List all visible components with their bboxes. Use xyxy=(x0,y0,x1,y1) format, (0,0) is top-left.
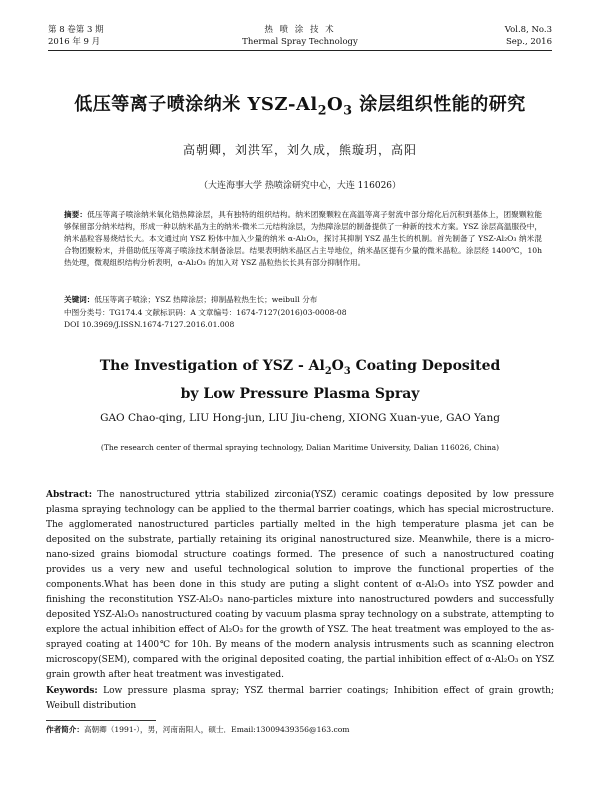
header-date-en: Sep., 2016 xyxy=(505,37,552,47)
abstract-cn-label: 摘要： xyxy=(64,210,88,219)
abstract-cn-text: 低压等离子喷涂纳米氧化锆热障涂层，具有独特的组织结构。纳米团聚颗粒在高温等离子射流中部分熔化后沉积到基体上，团聚颗粒能够保留部分纳米结构，形成一种以纳米晶为主的纳米-微米二元结构涂层，为热障涂层的制备提供了一种新的技术方案。YSZ 涂层高温服役中，纳米晶粒容易烧结长大。本文通过向 YSZ 粉体中加入少量的纳米 α-Al₂O₃，探讨其抑制 YSZ 晶生长的机制。首先制备了 YSZ-Al₂O₃ 纳米混合物团聚粉末，并借助低压等离子喷涂技术制备涂层。结果表明纳米晶区占主导地位，纳米晶区提有少量的微米晶粒。涂层经 1400℃，10h 热处理，微观组织结构分析表明，α-Al₂O₃ 的加入对 YSZ 晶粒热长长具有部分抑制作用。 xyxy=(64,210,542,267)
title-en-line1 xyxy=(0,355,600,383)
authors-chinese: 高朝卿，刘洪军，刘久成，熊璇玥，高阳 xyxy=(182,143,417,157)
keywords-en-label: Keywords: xyxy=(46,686,98,696)
header-rule xyxy=(48,50,552,51)
abstract-en-label: Abstract: xyxy=(46,490,93,500)
affiliation-chinese: （大连海事大学 热喷涂研究中心，大连 116026） xyxy=(198,181,402,191)
title-en-part3: Coating Deposited xyxy=(350,358,501,374)
header-journal-cn: 热 喷 涂 技 术 xyxy=(264,25,336,35)
footnote-label: 作者简介： xyxy=(46,725,84,734)
abstract-chinese xyxy=(64,209,542,269)
title-en-part2: O xyxy=(331,358,344,374)
keywords-english xyxy=(46,684,554,714)
title-chinese xyxy=(20,90,580,118)
abstract-en-text: The nanostructured yttria stabilized zirconia(YSZ) ceramic coatings deposited by low pressure plasma spraying technology can be applied to the thermal barrier coatings, which has special microstructure. The agglomerated nanostructured particles partially melted in the high temperature plasma jet can be deposited on the substrate, partially retaining its original nanostructured size. Meanwhile, there is a micro-nano-sized grains biomodal structure coatings formed. The presence of such a nanostructured coating provides us a very new and useful technological solution to improve the functional properties of the components.What has been done in this study are puting a slight content of α-Al₂O₃ into YSZ powder and finishing the reconstitution YSZ-Al₂O₃ nano-particles mixture into nanostructured powders and successfully deposited YSZ-Al₂O₃ nanostructured coating by vacuum plasma spray technology on a substrate, attempting to explore the actual inhibition effect of Al₂O₃ for the growth of YSZ. The heat treatment was employed to the as-sprayed coating at 1400℃ for 10h. By means of the modern analysis intrusments such as scanning electron microscopy(SEM), compared with the original deposited coating, the partial inhibition effect of α-Al₂O₃ on YSZ grain growth after heat treatment was investigated. xyxy=(46,490,554,680)
title-cn-part1: 低压等离子喷涂纳米 YSZ-Al xyxy=(74,94,318,115)
title-cn-sub1: 2 xyxy=(317,102,328,118)
keywords-cn-text: 低压等离子喷涂；YSZ 热障涂层；抑制晶粒热生长；weibull 分布 xyxy=(94,295,318,304)
header-journal xyxy=(48,24,552,48)
title-en-sub1: 2 xyxy=(324,365,332,377)
title-cn-part2: O xyxy=(327,94,344,115)
header-date: 2016 年 9 月 xyxy=(48,37,101,47)
title-en-part1: The Investigation of YSZ - Al xyxy=(99,358,325,374)
title-en-sub2: 3 xyxy=(343,365,351,377)
keywords-en-text: Low pressure plasma spray; YSZ thermal barrier coatings; Inhibition effect of grain growth; Weibull distribution xyxy=(46,686,554,711)
title-cn-part3: 涂层组织性能的研究 xyxy=(352,94,526,115)
affiliation-english: (The research center of thermal spraying technology, Dalian Maritime University, Dalian 116026, China) xyxy=(100,443,500,452)
title-en-line2: by Low Pressure Plasma Spray xyxy=(180,385,420,402)
keywords-chinese xyxy=(64,294,542,305)
keywords-cn-label: 关键词： xyxy=(64,295,95,304)
doi-line: DOI 10.3969/J.ISSN.1674-7127.2016.01.008 xyxy=(64,320,235,329)
footnote-rule xyxy=(46,720,156,721)
header-journal-en: Thermal Spray Technology xyxy=(242,37,358,47)
classification-line: 中图分类号：TG174.4 文献标识码：A 文章编号：1674-7127(2016)03-0008-08 xyxy=(64,308,347,317)
authors-english: GAO Chao-qing, LIU Hong-jun, LIU Jiu-cheng, XIONG Xuan-yue, GAO Yang xyxy=(100,412,500,424)
author-footnote xyxy=(46,724,554,735)
title-cn-sub2: 3 xyxy=(343,102,353,118)
running-header xyxy=(48,24,552,54)
header-volume-en: Vol.8, No.3 xyxy=(504,25,552,35)
footnote-text: 高朝卿（1991-），男，河南南阳人，硕士．Email:13009439356@163.com xyxy=(83,725,350,734)
header-issue-en xyxy=(505,24,552,48)
title-english xyxy=(0,355,600,406)
header-volume: 第 8 卷第 3 期 xyxy=(48,25,104,35)
abstract-english xyxy=(46,488,554,714)
